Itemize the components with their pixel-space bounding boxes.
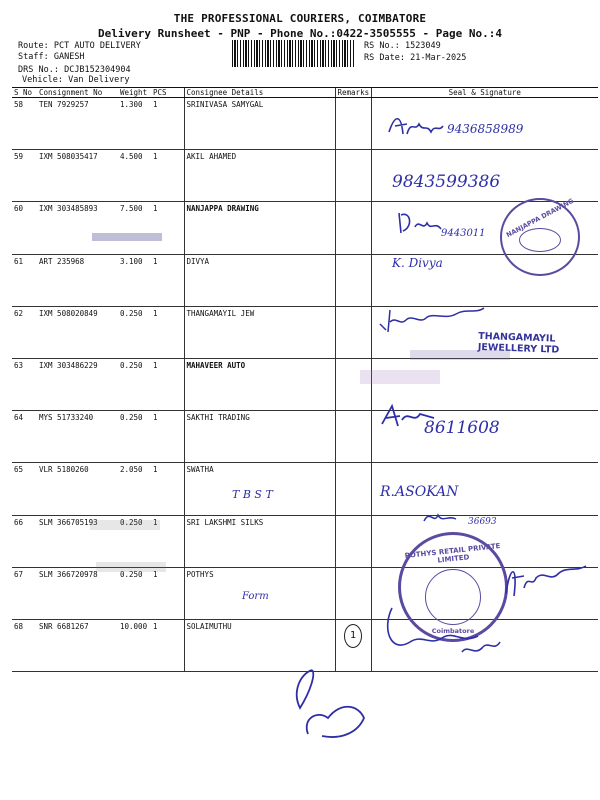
signature-row62 xyxy=(376,300,486,340)
cell-remarks xyxy=(335,567,371,619)
handwritten-name-row65: R.ASOKAN xyxy=(380,484,459,500)
handwritten-phone-row59: 9843599386 xyxy=(392,172,501,192)
route-line xyxy=(18,41,141,51)
large-handwritten-mark xyxy=(282,662,372,744)
cell-consignment: IXM 303485893 xyxy=(37,202,118,254)
cell-pcs: 1 xyxy=(151,463,184,515)
cell-consignment: MYS 51733240 xyxy=(37,411,118,463)
cell-sno: 68 xyxy=(12,619,37,671)
cell-sno: 65 xyxy=(12,463,37,515)
cell-remarks xyxy=(335,306,371,358)
table-row xyxy=(12,358,598,410)
nanjappa-stamp-text: NANJAPPA DRAWING xyxy=(504,196,576,240)
col-remarks: Remarks xyxy=(335,88,371,98)
cell-consignment: IXM 303486229 xyxy=(37,358,118,410)
cell-weight: 0.250 xyxy=(118,567,151,619)
handwritten-phone-row66: 36693 xyxy=(468,517,497,527)
vehicle-value: Van Delivery xyxy=(68,75,130,85)
signature-row60 xyxy=(395,207,445,237)
cell-consignment: VLR 5180260 xyxy=(37,463,118,515)
cell-weight: 0.250 xyxy=(118,411,151,463)
cell-pcs: 1 xyxy=(151,254,184,306)
pothys-stamp-city: Coimbatore xyxy=(431,627,475,635)
handwritten-phone-row64: 8611608 xyxy=(424,418,500,438)
cell-pcs: 1 xyxy=(151,202,184,254)
cell-weight: 7.500 xyxy=(118,202,151,254)
cell-pcs: 1 xyxy=(151,358,184,410)
cell-consignee: NANJAPPA DRAWING xyxy=(184,202,335,254)
cell-weight: 3.100 xyxy=(118,254,151,306)
cell-sno: 64 xyxy=(12,411,37,463)
cell-consignee: DIVYA xyxy=(184,254,335,306)
route-label: Route: xyxy=(18,41,49,51)
barcode xyxy=(232,40,354,67)
cell-weight: 4.500 xyxy=(118,150,151,202)
col-consignee: Consignee Details xyxy=(184,88,335,98)
handwritten-phone-row60: 9443011 xyxy=(441,228,486,239)
signature-row66 xyxy=(420,505,460,529)
rs-date-line xyxy=(364,53,466,63)
handwritten-note-row67: Form xyxy=(242,591,269,602)
cell-remarks xyxy=(335,358,371,410)
rs-no-value: 1523049 xyxy=(404,41,441,51)
staff-value: GANESH xyxy=(53,52,85,62)
cell-consignment: SLM 366705193 xyxy=(37,515,118,567)
remarks-circled-mark: 1 xyxy=(344,624,362,648)
col-consignment: Consignment No xyxy=(37,88,118,98)
cell-remarks xyxy=(335,411,371,463)
scan-smudge-row60 xyxy=(92,233,162,241)
col-weight: Weight xyxy=(118,88,151,98)
cell-weight: 10.000 xyxy=(118,619,151,671)
cell-remarks xyxy=(335,254,371,306)
cell-remarks xyxy=(335,98,371,150)
scan-smudge-row66 xyxy=(90,520,160,530)
cell-pcs: 1 xyxy=(151,515,184,567)
cell-pcs: 1 xyxy=(151,619,184,671)
rs-date-value: 21-Mar-2025 xyxy=(410,53,467,63)
cell-consignee: MAHAVEER AUTO xyxy=(184,358,335,410)
cell-remarks xyxy=(335,515,371,567)
drs-line xyxy=(18,65,131,75)
signature-row58 xyxy=(385,110,445,140)
cell-sno: 66 xyxy=(12,515,37,567)
table-header-row xyxy=(12,88,598,98)
cell-consignment: SNR 6681267 xyxy=(37,619,118,671)
col-pcs: PCS xyxy=(151,88,184,98)
cell-sno: 61 xyxy=(12,254,37,306)
document-subtitle: Delivery Runsheet - PNP - Phone No.:0422-3505555 - Page No.:4 xyxy=(98,27,502,40)
cell-sno: 58 xyxy=(12,98,37,150)
rs-no-line xyxy=(364,41,441,51)
cell-consignment: IXM 508035417 xyxy=(37,150,118,202)
drs-value: DCJB152304904 xyxy=(64,65,131,75)
cell-weight: 0.250 xyxy=(118,306,151,358)
vehicle-line xyxy=(22,75,130,85)
table-row xyxy=(12,150,598,202)
table-row xyxy=(12,463,598,515)
cell-consignment: SLM 366720978 xyxy=(37,567,118,619)
cell-consignee: THANGAMAYIL JEW xyxy=(184,306,335,358)
document-title: THE PROFESSIONAL COURIERS, COIMBATORE xyxy=(173,12,427,25)
nanjappa-drawing-stamp xyxy=(500,198,580,276)
drs-label: DRS No.: xyxy=(18,65,59,75)
cell-consignee: SWATHA xyxy=(184,463,335,515)
cell-remarks xyxy=(335,202,371,254)
signature-row68 xyxy=(382,598,502,664)
col-seal-signature: Seal & Signature xyxy=(371,88,598,98)
pothys-stamp-ring-text: POTHYS RETAIL PRIVATE LIMITED xyxy=(404,542,501,565)
cell-consignee: SOLAIMUTHU xyxy=(184,619,335,671)
cell-weight: 2.050 xyxy=(118,463,151,515)
cell-consignee: POTHYS xyxy=(184,567,335,619)
rs-date-label: RS Date: xyxy=(364,53,405,63)
cell-sno: 59 xyxy=(12,150,37,202)
cell-sno: 63 xyxy=(12,358,37,410)
handwritten-note-row65: T B S T xyxy=(232,488,273,501)
rs-no-label: RS No.: xyxy=(364,41,400,51)
cell-pcs: 1 xyxy=(151,306,184,358)
table-row xyxy=(12,411,598,463)
scan-smudge-row67 xyxy=(96,562,166,572)
cell-weight: 0.250 xyxy=(118,358,151,410)
cell-sno: 67 xyxy=(12,567,37,619)
cell-sno: 62 xyxy=(12,306,37,358)
cell-consignee: SRI LAKSHMI SILKS xyxy=(184,515,335,567)
cell-remarks xyxy=(335,463,371,515)
signature-row67 xyxy=(500,558,590,602)
cell-consignee: SAKTHI TRADING xyxy=(184,411,335,463)
col-sno: S No xyxy=(12,88,37,98)
cell-remarks xyxy=(335,150,371,202)
staff-label: Staff: xyxy=(18,52,49,62)
cell-consignment: TEN 7929257 xyxy=(37,98,118,150)
cell-pcs: 1 xyxy=(151,150,184,202)
cell-pcs: 1 xyxy=(151,411,184,463)
route-value: PCT AUTO DELIVERY xyxy=(53,41,141,51)
cell-pcs: 1 xyxy=(151,567,184,619)
faded-stamp-row63 xyxy=(410,350,510,360)
cell-consignee: SRINIVASA SAMYGAL xyxy=(184,98,335,150)
thangamayil-stamp-text: THANGAMAYIL JEWELLERY LTD xyxy=(477,330,560,356)
cell-consignee: AKIL AHAMED xyxy=(184,150,335,202)
vehicle-label: Vehicle: xyxy=(22,75,63,85)
handwritten-name-row61: K. Divya xyxy=(392,256,443,270)
cell-consignment: IXM 508020849 xyxy=(37,306,118,358)
staff-line xyxy=(18,52,85,62)
cell-consignment: ART 235968 xyxy=(37,254,118,306)
handwritten-phone-row58: 9436858989 xyxy=(447,122,524,136)
cell-sno: 60 xyxy=(12,202,37,254)
cell-weight: 1.300 xyxy=(118,98,151,150)
faded-stamp-row63-b xyxy=(360,370,440,384)
cell-pcs: 1 xyxy=(151,98,184,150)
cell-weight: 0.250 xyxy=(118,515,151,567)
